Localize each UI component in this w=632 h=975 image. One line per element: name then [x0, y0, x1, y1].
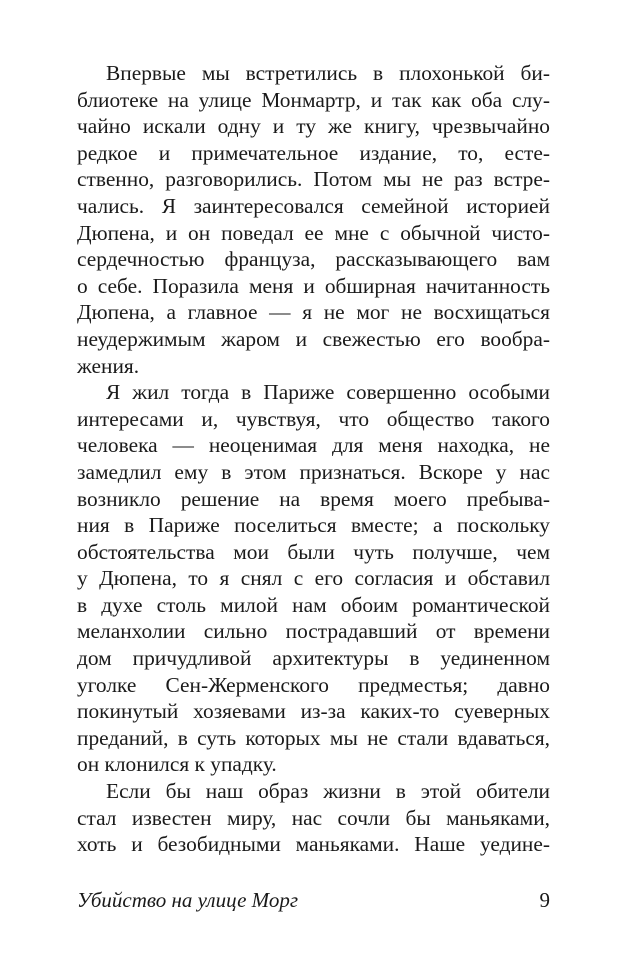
page-number: 9: [539, 888, 550, 912]
text-line: сердечностью француза, рассказывающего вам: [77, 247, 550, 272]
text-line: Я жил тогда в Париже совершенно особыми: [106, 380, 550, 405]
page-body: [77, 60, 550, 858]
text-line: меланхолии сильно пострадавший от времени: [77, 619, 550, 644]
text-line: в духе столь милой нам обоим романтической: [77, 592, 550, 617]
text-line: Если бы наш образ жизни в этой обители: [106, 779, 550, 804]
running-title: Убийство на улице Морг: [77, 888, 299, 912]
text-line: стал известен миру, нас сочли бы маньяками,: [77, 805, 550, 830]
text-line: чались. Я заинтересовался семейной историей: [77, 193, 550, 218]
text-line: ственно, разговорились. Потом мы не раз встре-: [77, 167, 550, 192]
text-line: редкое и примечательное издание, то, есте-: [77, 140, 550, 165]
text-line: замедлил ему в этом признаться. Вскоре у нас: [77, 459, 550, 484]
text-line: Дюпена, и он поведал ее мне с обычной чисто-: [77, 220, 550, 245]
text-line: блиотеке на улице Монмартр, и так как оба слу-: [77, 87, 550, 112]
text-line: обстоятельства мои были чуть получше, чем: [77, 539, 550, 564]
text-line: неудержимым жаром и свежестью его вообра-: [77, 326, 550, 351]
text-line: жения.: [77, 353, 140, 378]
text-line: дом причудливой архитектуры в уединенном: [77, 646, 550, 671]
text-line: он клонился к упадку.: [77, 752, 277, 777]
text-line: интересами и, чувствуя, что общество такого: [77, 406, 550, 431]
text-line: хоть и безобидными маньяками. Наше уедине-: [77, 832, 550, 857]
text-line: Впервые мы встретились в плохонькой би-: [106, 61, 550, 85]
text-line: Дюпена, а главное — я не мог не восхищаться: [77, 300, 550, 325]
text-line: чайно искали одну и ту же книгу, чрезвычайно: [77, 114, 550, 139]
text-line: преданий, в суть которых мы не стали вдаваться,: [77, 725, 550, 750]
text-line: уголке Сен-Жерменского предместья; давно: [77, 672, 550, 697]
page-footer: [77, 885, 550, 915]
text-line: человека — неоценимая для меня находка, не: [77, 433, 550, 458]
text-line: ния в Париже поселиться вместе; а поскольку: [77, 513, 550, 538]
text-line: покинутый хозяевами из-за каких-то суеверных: [77, 699, 550, 724]
text-line: возникло решение на время моего пребыва-: [77, 486, 550, 511]
text-line: о себе. Поразила меня и обширная начитанность: [77, 273, 550, 298]
text-line: у Дюпена, то я снял с его согласия и обставил: [77, 566, 550, 591]
